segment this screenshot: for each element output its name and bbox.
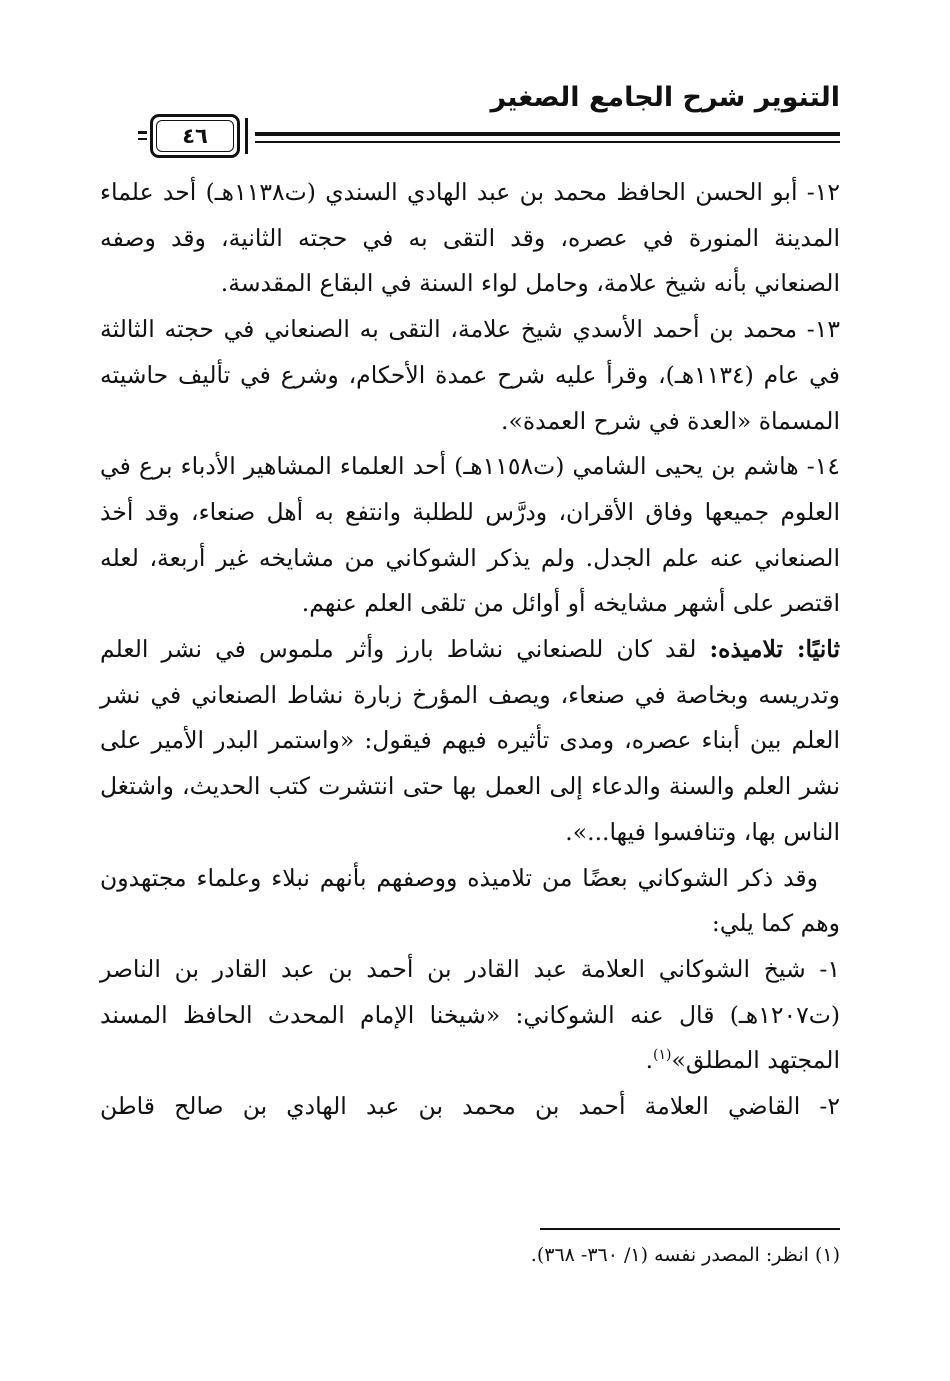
paragraph-students-text: لقد كان للصنعاني نشاط بارز وأثر ملموس في نشر العلم وتدريسه وبخاصة في صنعاء، ويصف المؤرخ زبارة نشاط الصنعاني في نشر العلم بين أبناء عصره، ومدى تأثيره فيهم فيقول: «واستمر البدر الأمير على نشر العلم والسنة والدعاء إلى العمل بها حتى انتشرت كتب الحديث، واشتغل الناس بها، وتنافسوا فيها...». xyxy=(100,635,840,846)
page-box-ornament-thin xyxy=(138,138,147,140)
page-number-box xyxy=(138,114,248,158)
page-box-bar xyxy=(245,118,248,154)
paragraph-scholar-14: ١٤- هاشم بن يحيى الشامي (ت١١٥٨هـ) أحد العلماء المشاهير الأدباء برع في العلوم جميعها وفاق الأقران، ودرَّس للطلبة وانتفع به أهل صنعاء، وقد أخذ الصنعاني عنه علم الجدل. ولم يذكر الشوكاني من مشايخه غير أربعة، لعله اقتصر على أشهر مشايخه أو أوائل من تلقى العلم عنهم. xyxy=(100,452,840,618)
paragraph-student-1-tail: . xyxy=(645,1046,654,1075)
header-rule-thin xyxy=(255,141,840,143)
paragraph-student-2: ٢- القاضي العلامة أحمد بن محمد بن عبد الهادي بن صالح قاطن xyxy=(100,1092,840,1121)
paragraph-students xyxy=(100,627,840,856)
header-rule-thick xyxy=(255,132,840,136)
page-box-ornament xyxy=(138,131,147,134)
footnote-separator xyxy=(540,1228,840,1230)
paragraph-student-1-text: ١- شيخ الشوكاني العلامة عبد القادر بن أحمد بن عبد القادر بن الناصر (ت١٢٠٧هـ) قال عنه الشوكاني: «شيخنا الإمام المحدث الحافظ المسند المجتهد المطلق» xyxy=(100,954,840,1075)
paragraph-scholar-12: ١٢- أبو الحسن الحافظ محمد بن عبد الهادي السندي (ت١١٣٨هـ) أحد علماء المدينة المنورة في عصره، وقد التقى به في حجته الثانية، وقد وصفه الصنعاني بأنه شيخ علامة، وحامل لواء السنة في البقاع المقدسة. xyxy=(100,178,840,298)
footnote-marker[interactable]: (١) xyxy=(653,1047,672,1064)
footnote: (١) انظر: المصدر نفسه (١/ ٣٦٠- ٣٦٨). xyxy=(530,1244,840,1266)
paragraph-students-intro: وقد ذكر الشوكاني بعضًا من تلاميذه ووصفهم بأنهم نبلاء وعلماء مجتهدون وهم كما يلي: xyxy=(100,863,840,938)
running-header-title: التنوير شرح الجامع الصغير xyxy=(490,82,840,113)
section-heading-students: ثانيًا: تلاميذه: xyxy=(709,635,841,664)
paragraph-scholar-13: ١٣- محمد بن أحمد الأسدي شيخ علامة، التقى به الصنعاني في حجته الثالثة في عام (١١٣٤هـ)، وقرأ عليه شرح عمدة الأحكام، وشرع في تأليف حاشيته المسماة «العدة في شرح العمدة». xyxy=(100,315,840,435)
body-text xyxy=(100,170,840,1130)
paragraph-student-1 xyxy=(100,947,840,1084)
page-number: ٤٦ xyxy=(156,120,234,152)
